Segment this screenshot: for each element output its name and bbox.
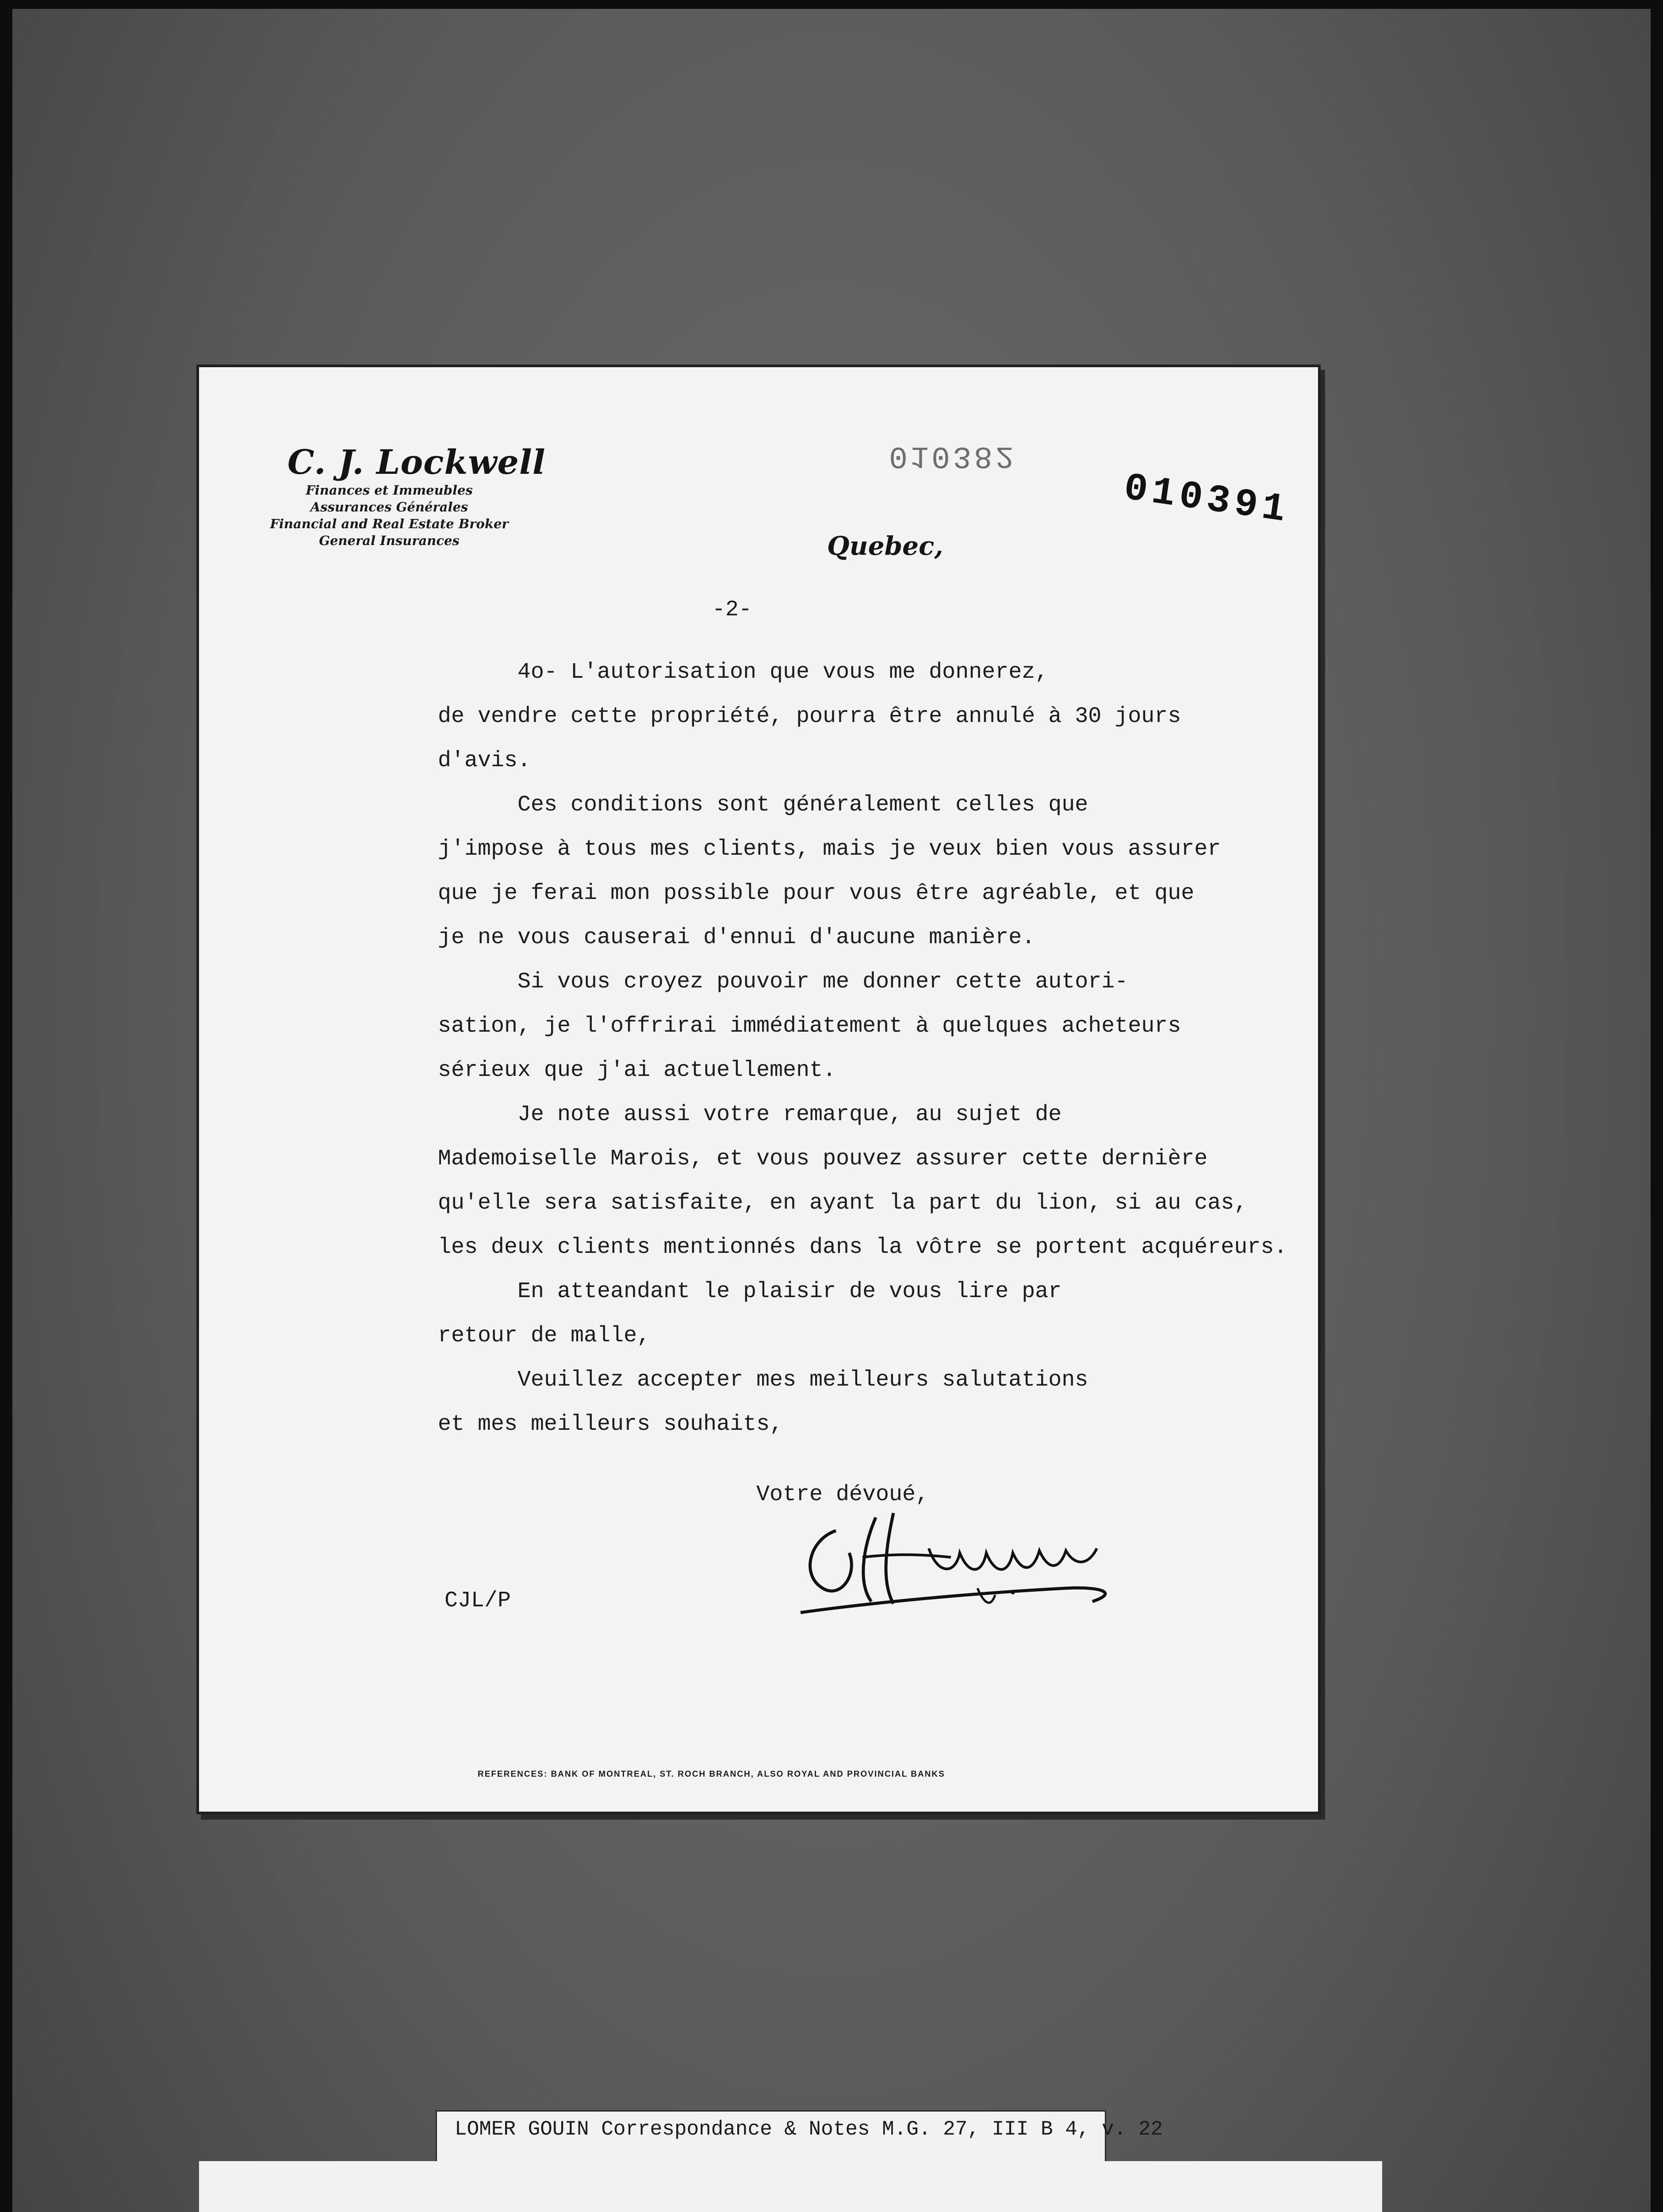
letterhead-line: Financial and Real Estate Broker [270, 516, 509, 531]
catalogue-strip [436, 2110, 1163, 2166]
body-line: je ne vous causerai d'ennui d'aucune manière. [438, 925, 1035, 950]
letterhead-line: Finances et Immeubles [306, 483, 473, 498]
letterhead-line: General Insurances [319, 533, 460, 548]
body-line: sation, je l'offrirai immédiatement à quelques acheteurs [438, 1014, 1181, 1039]
body-line: qu'elle sera satisfaite, en ayant la part du lion, si au cas, [438, 1190, 1248, 1216]
body-line: 4o- L'autorisation que vous me donnerez, [438, 660, 1049, 685]
letter-page [199, 367, 1318, 1812]
body-line: Veuillez accepter mes meilleurs salutations [438, 1367, 1088, 1393]
catalogue-reference: LOMER GOUIN Correspondance & Notes M.G. 27, III B 4, v. 22 [455, 2118, 1163, 2141]
body-line: les deux clients mentionnés dans la vôtre se portent acquéreurs. [438, 1235, 1287, 1260]
page-number: -2- [712, 597, 752, 622]
film-edge-top [0, 0, 1663, 9]
body-line: Ces conditions sont généralement celles que [438, 792, 1088, 818]
company-name: C. J. Lockwell [287, 442, 546, 482]
film-edge-right [1651, 0, 1663, 2212]
body-line: j'impose à tous mes clients, mais je veux bien vous assurer [438, 837, 1221, 862]
body-line: Mademoiselle Marois, et vous pouvez assurer cette dernière [438, 1146, 1208, 1171]
film-edge-left [0, 0, 12, 2212]
body-line: de vendre cette propriété, pourra être annulé à 30 jours [438, 704, 1181, 729]
mirrored-stamp-number: 010382 [889, 438, 1017, 473]
body-line: que je ferai mon possible pour vous être agréable, et que [438, 881, 1195, 906]
bank-references-footer: REFERENCES: BANK OF MONTREAL, ST. ROCH BRANCH, ALSO ROYAL AND PROVINCIAL BANKS [478, 1770, 945, 1779]
archive-stamp-number: 010391 [1121, 466, 1292, 533]
typist-initials: CJL/P [444, 1588, 511, 1613]
body-line: retour de malle, [438, 1323, 651, 1348]
body-line: d'avis. [438, 748, 531, 773]
body-line: Je note aussi votre remarque, au sujet de [438, 1102, 1062, 1127]
body-line: Si vous croyez pouvoir me donner cette autori- [438, 969, 1128, 995]
archive-label-card [199, 2161, 1382, 2212]
body-line: sérieux que j'ai actuellement. [438, 1058, 836, 1083]
closing-phrase: Votre dévoué, [756, 1482, 929, 1507]
letterhead-line: Assurances Générales [310, 499, 468, 515]
letterhead [257, 442, 566, 549]
handwritten-signature [783, 1500, 1146, 1624]
letter-city: Quebec, [827, 531, 943, 561]
body-line: et mes meilleurs souhaits, [438, 1412, 783, 1437]
body-line: En atteandant le plaisir de vous lire par [438, 1279, 1062, 1304]
